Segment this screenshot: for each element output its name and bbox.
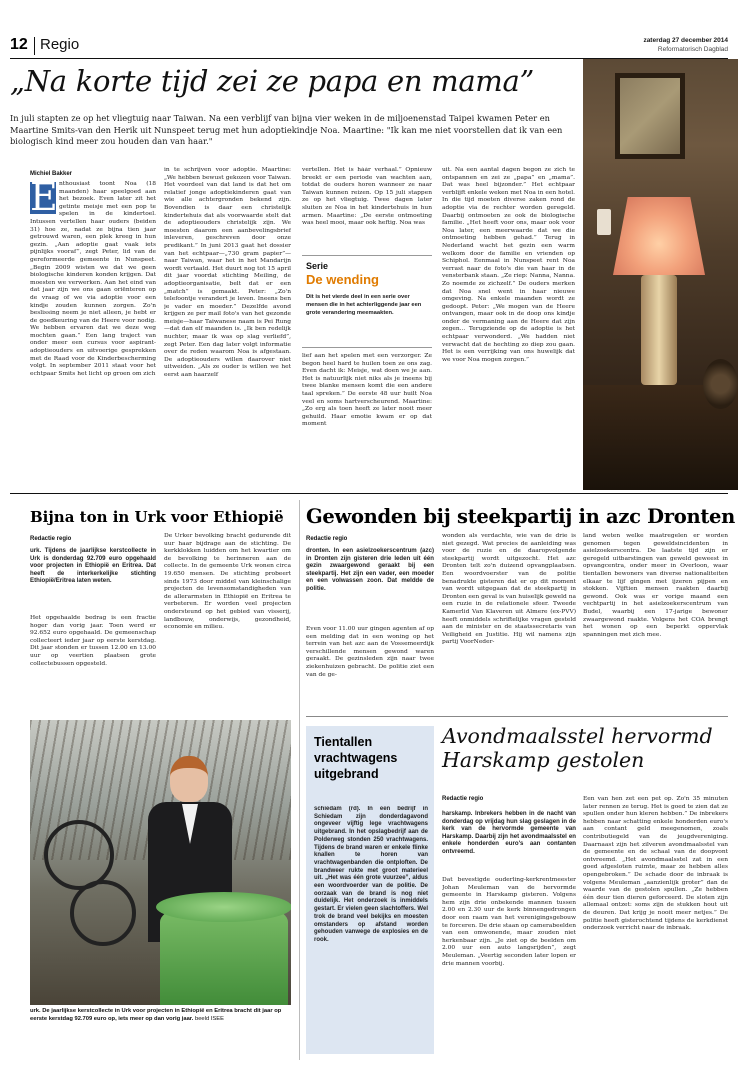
urk-col-1: Het opgehaalde bedrag is een fractie hoger dan vorig jaar. Toen werd er 92.652 euro opgehaald. De gemeenschap collecteert ieder jaar op eerste kerstdag. Dit jaar stonden er tussen 12.00 en 13.00 uur op veertien plaatsen grote collectebussen opgesteld. [30, 615, 156, 667]
main-headline: „Na korte tijd zei ze papa en mama” [10, 64, 535, 98]
issue-date: zaterdag 27 december 2014 [643, 37, 728, 44]
picture-frame [615, 73, 685, 159]
section-rule-1 [10, 493, 728, 494]
boy-head [170, 756, 208, 802]
urk-byline: Redactie regio [30, 536, 72, 542]
harskamp-byline: Redactie regio [442, 796, 484, 802]
dronten-lead: dronten. In een asielzoekerscentrum (azc) in Dronten zijn gisteren drie leden uit één gezin zwaargewond geraakt bij een steekpartij. Het zijn een vader, een moeder en een volwassen zoon. Dat meldde de politie. [306, 547, 434, 592]
dronten-col-1: Even voor 11.00 uur gingen agenten af op een melding dat in een woning op het terrein van het azc aan de Vossemeerdijk verschillende mensen gewond waren geraakt. De gezinsleden zijn naar twee ziekenhuizen gebracht. De politie ziet een van de ge- [306, 626, 434, 678]
urk-caption [30, 1008, 291, 1023]
schiedam-text: schiedam (rd). In een bedrijf in Schiedam zijn donderdagavond ongeveer vijftig lege vrachtwagens uitgebrand. In het opslagbedrijf aan de Polderweg stonden 250 vrachtwagens. Tijdens de brand waren er enkele flinke knallen te horen van vrachtwagenbanden die ontploften. De brandweer rukte met groot materieel uit. „Het was één grote vuurzee”, aldus een woordvoerder van de politie. De oorzaak van de brand is nog niet duidelijk. Het onderzoek is inmiddels gestart. Er vielen geen slachtoffers. Wel trok de brand veel bekijks en moesten omstanders op afstand worden gehouden vanwege de explosies en de rook. [314, 806, 428, 943]
dronten-headline: Gewonden bij steekpartij in azc Dronten [306, 505, 736, 528]
header-divider [34, 37, 35, 55]
page-number: 12 [10, 36, 28, 53]
main-col-3-bottom: lief aan het spelen met een verzorger. Ze begon heel hard te huilen toen ze ons zag. Even dacht ik: Meisje, wat doen we je aan. Het is natuurlijk niet niks als je ineens bij twee blanke mensen komt die een andere taal spreken.” De eerste 48 uur huilt Noa veel en soms hartverscheurend. Maartine: „Zo erg als toen heeft ze later nooit meer gehuild. Haar emotie kwam er op dat moment [302, 353, 432, 428]
serie-label: Serie [306, 261, 329, 271]
serie-title: De wending [306, 272, 379, 287]
harskamp-headline: Avondmaalsstel hervormd Harskamp gestolen [442, 724, 713, 772]
schiedam-box [306, 726, 434, 1054]
caption-credit: beeld ISEE [194, 1015, 224, 1022]
boy-collection-bin-photo [30, 720, 291, 1005]
bin-lid [156, 892, 291, 922]
urk-lead: urk. Tijdens de jaarlijkse kerstcollecte in Urk is donderdag 92.709 euro opgehaald voor projecten in Ethiopië en Eritrea. Dat heeft de interkerkelijke stichting Ethiopië/Eritrea laten weten. [30, 547, 156, 585]
caption-text: urk. De jaarlijkse kerstcollecte in Urk voor projecten in Ethiopië en Eritrea bracht dit jaar op eerste kerstdag 92.709 euro op, iets meer op dan vorig jaar. [30, 1008, 282, 1022]
urk-col-2: De Urker bevolking bracht gedurende dit uur haar bijdrage aan de stichting. De kerkklokken luidden om het kwartier om de bevolking te herinneren aan de collecte. In de gemeente Urk wonen circa 19.650 mensen. De stichting probeert sinds 1973 door middel van kleinschalige projecten de levensomstandigheden van de allerarmsten in Ethiopië en Eritrea te verbeteren. Er worden veel projecten ondersteund op het gebied van visserij, landbouw, onderwijs, gezondheid, economie en milieu. [164, 533, 291, 631]
vertical-divider [299, 500, 300, 1060]
serie-box [302, 255, 432, 349]
main-col-3-top: vertellen. Het is háár verhaal.” Opnieuw breekt er een periode van wachten aan, totdat de ouders horen wanneer ze naar Taiwan kunnen reizen. Op 15 juli stappen ze op het vliegtuig. Twee dagen later sluiten ze Noa in het kindertehuis in hun armen. Maartine: „De eerste ontmoeting was heel mooi, maar ook heftig. Noa was [302, 167, 432, 227]
serie-rule-bottom [302, 347, 432, 348]
serie-desc: Dit is het vierde deel in een serie over mensen die in het achterliggende jaar een grote verandering meemaakten. [306, 294, 422, 316]
main-byline: Michiel Bakker [30, 171, 73, 177]
lamp-shade [613, 197, 705, 275]
lamp-base [641, 275, 677, 385]
harskamp-col-1: Dat bevestigde ouderling-kerkrentmeester Johan Meuleman van de hervormde gemeente in Harskamp gisteren. Volgens hem zijn drie onbekende mannen tussen 2.00 en 2.30 uur de kerk binnengedrongen door een raam van het verenigingsgebouw te forceren. De drie staan op camerabeelden van een omwonende, maar zouden niet herkenbaar zijn. „Je ziet op de beelden om 2.00 uur een auto langsrijden”, zegt Meuleman. „Veertig seconden later lopen er drie mannen voorbij. [442, 877, 576, 967]
dronten-byline: Redactie regio [306, 536, 348, 542]
serie-rule-top [302, 255, 432, 256]
section-rule-2 [306, 716, 728, 717]
wall-socket [597, 209, 611, 235]
dronten-col-2: wonden als verdachte, wie van de drie is niet gezegd. Wat precies de aanleiding was voor de ruzie en de daaropvolgende steekpartij wordt uitgezocht. Het azc Dronten telt zo'n duizend opvangplaatsen. Een woordvoerster van de politie benadrukte gisteren dat er op dit moment van wordt uitgegaan dat de steekpartij in Dronten een geval is van huiselijk geweld na een ruzie in de relationele sfeer. Tweede Kamerlid Van Klaveren uit Almere (ex-PVV) heeft onmiddels schriftelijke vragen gesteld aan de minister en de staatssecretaris van Veiligheid en Justitie. Hij wil namens zijn partij VoorNeder- [442, 533, 576, 646]
section-name: Regio [40, 36, 80, 53]
main-col-4: uit. Na een aantal dagen begon ze zich te ontspannen en zei ze „papa” en „mama”. Dat was heel bijzonder.” Het echtpaar verblijft enkele weken met Noa in een hotel. In die tijd moeten diverse zaken rond de adoptie via de rechter worden geregeld. Daarbij ontmoeten ze ook de biologische familie. „Het heeft voor ons, maar ook voor Noa later, een meerwaarde dat we die ontmoeting hebben gehad.” Terug in Nederland wacht het gezin een warm welkom door de familie en vrienden op Schiphol. Eenmaal in Nunspeet rent Noa verrast naar de foto's die van haar in de vensterbank staan. „Ze riep: Nanna, Nanna. Zo noemde ze zichzelf.” De ouders merken dat Noa snel went in haar nieuwe omgeving. Na enkele maanden wordt ze gedoopt. Peter: „We mogen van de Heere ontvangen, maar ook in de doop ons kindje onder de vermaning aan de Heere dat zijn zegen... Terugziende op de adoptie is het echtpaar verwonderd. „We hadden niet verwacht dat de hechting zo diep zou gaan. Het is een verrijking van ons huwelijk dat we voor Noa mogen zorgen.” [442, 167, 575, 363]
pinecone [703, 359, 738, 409]
schiedam-headline: Tientallen vrachtwagens uitgebrand [314, 735, 398, 781]
drop-cap: E [30, 181, 58, 219]
paper-name: Reformatorisch Dagblad [657, 46, 728, 53]
main-col-2: in te schrijven voor adoptie. Maartine: „We hebben bewust gekozen voor Taiwan. Het voordeel van dat land is dat het om relatief jonge adoptiekinderen gaat van wie alle achtergronden bekend zijn. Bovendien is daar een christelijk kindertehuis dat als voorwaarde stelt dat de adoptieouders christelijk zijn. We moesten daarom een aanbevelingsbrief inleveren, geschreven door onze predikant.” In juni 2013 gaat het dossier van het echtpaar—„730 gram papier”—naar Taiwan, waar het in het Mandarijn wordt vertaald. Het duurt nog tot 15 april dit jaar voordat stichting Meiling, de adoptieorganisatie, belt dat er een „match” is gemaakt. Peter: „Zo'n telefoontje verandert je leven. Ineens ben je vader en moeder.” Dezelfde avond krijgen ze per mail foto's van het gezonde meisje—haar Taiwanese naam is Pei Rung—dat dan elf maanden is. „Ik ben redelijk nuchter, maar ik was op slag verliefd”, zegt Peter. Een dag later volgt informatie over de reden waarom Noa is afgestaan. De adoptieouders willen daarover niet uitweiden. „Als ze ouder is willen we het eerst aan haarzelf [164, 167, 291, 379]
harskamp-lead: harskamp. Inbrekers hebben in de nacht van donderdag op vrijdag hun slag geslagen in de kerk van de hervormde gemeente van Harskamp. Daarbij zijn het avondmaalsstel en enkele honderden euro's aan contanten ontvreemd. [442, 810, 576, 855]
living-room-lamp-photo [583, 59, 738, 490]
dronten-col-3: land weten welke maatregelen er worden genomen tegen geweldsincidenten in asielzoekerscentra. De laatste tijd zijn er geregeld uitbarstingen van geweld geweest in opvangcentra, onder meer in Overloon, waar tientallen bewoners van diverse nationaliteiten elkaar te lijf gingen met ijzeren pijpen en stokken. Vijftien mensen raakten daarbij gewond. Ook was er vorige maand een vechtpartij in het asielzoekerscentrum van Budel, waarbij een 17-jarige bewoner zwaargewond raakte. Volgens het COA brengt het wonen op een beperkt oppervlak spanningen met zich mee. [583, 533, 728, 638]
harskamp-col-2: Een van hen zet een pet op. Zo'n 35 minuten later rennen ze terug. Het is goed te zien dat ze spullen onder hun kleren hebben.” De inbrekers hebben naar schatting enkele honderden euro's aan contant geld meegenomen, zoals contributiegeld van de jeugdvereniging. Daarnaast zijn het zilveren avondmaalsstel van de gemeente en de schaal van de doopvont ontvreemd. „Het avondmaalsstel zat in een goed afgesloten ruimte, maar ze hebben alles opengebroken.” De schade door de inbraak is volgens Meuleman „aanzienlijk groter” dan de waarde van de gestolen spullen. „Ze hebben één deur tien dieren geforceerd. De sloten zijn allemaal ontzet: soms zijn de stukken hout uit de deuren. Dat krijg je nooit meer netjes.” De politie heeft gisterochtend tijdens de kerkdienst onderzoek verricht naar de inbraak. [583, 796, 728, 932]
main-intro: In juli stapten ze op het vliegtuig naar Taiwan. Na een verblijf van bijna vier weken in de miljoenenstad Taipei kwamen Peter en Maartine Smits-van den Herik uit Nunspeet terug met hun adoptiekindje Noa. Maartine: "Ik kan me niet voorstellen dat ik van een biologisch kind meer zou houden dan van haar." [10, 113, 563, 146]
urk-headline: Bijna ton in Urk voor Ethiopië [30, 508, 284, 526]
bicycle-wheel-2 [70, 880, 136, 946]
main-col-1: E nthousiast toont Noa (18 maanden) haar speelgoed aan het bezoek. Even later zit het getinte meisje met een pop te spelen in de kindertoel. Intussen vertellen haar ouders (beiden 31) hoe ze, nadat ze bijna tien jaar getrouwd waren, een plek kreeg in hun gezin. „Aan adoptie gaat vaak iets pijnlijks vooraf”, zegt Peter, lid van de gereformeerde gemeente in Nunspeet. „Begin 2009 wisten we dat we geen biologische kinderen konden krijgen. Dat moesten we verwerken. Aan het eind van dat jaar zijn we ons gaan oriënteren op de vraag of we via adoptie voor een kindje zouden kunnen zorgen. Zo'n beslissing neem je niet alleen, je hebt er de goedkeuring van de Heere voor nodig. We hebben ervaren dat we deze weg mochten gaan.” Een lang traject van onder meer een cursus voor aspirant-adoptieouders en uitvoerige gesprekken met de Raad voor de Kinderbescherming volgt. In september 2011 staat voor het echtpaar Smits het licht op groen om zich [30, 181, 156, 377]
